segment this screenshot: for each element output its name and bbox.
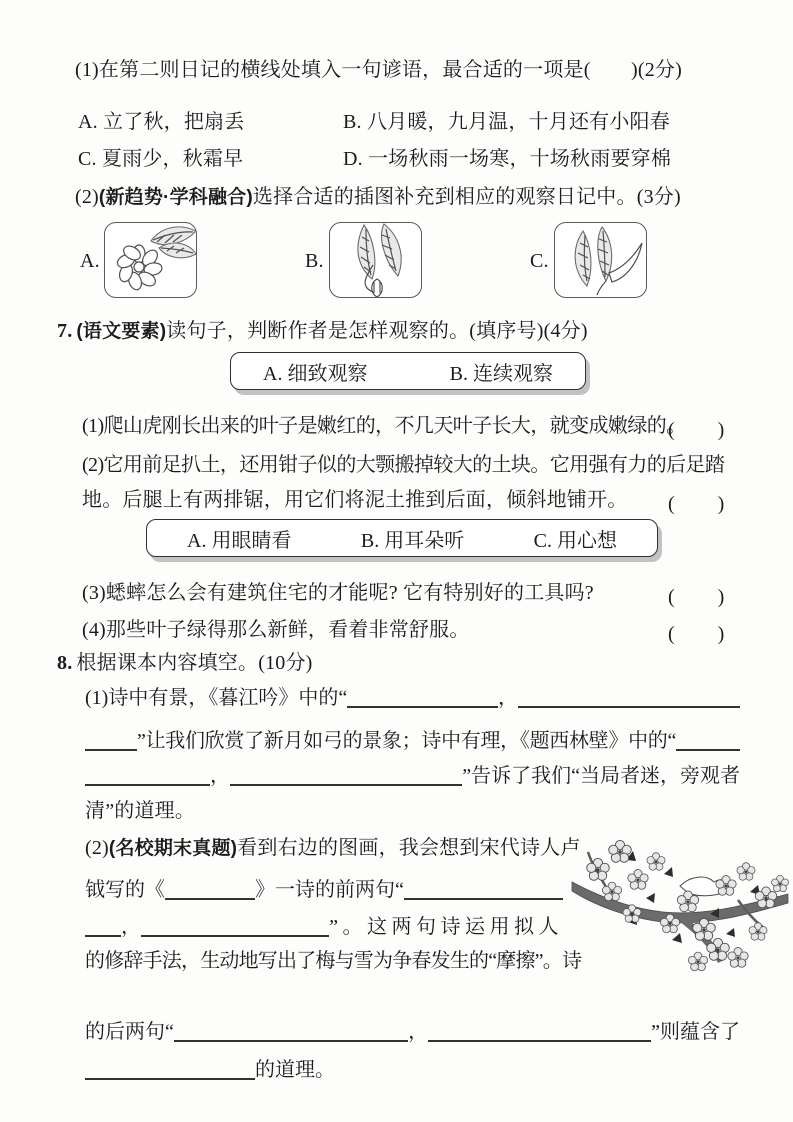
q8-s2-l6-text: 的道理。	[255, 1059, 335, 1081]
box2-choice-a: A. 用眼睛看	[187, 529, 292, 552]
fill-in-blank	[85, 1078, 255, 1080]
box2-choice-b: B. 用耳朵听	[360, 529, 465, 552]
q7-choices-box-1	[230, 352, 586, 390]
fill-in-blank	[165, 898, 255, 900]
option-d-label: D.	[343, 148, 363, 170]
fill-in-blank	[518, 706, 740, 708]
image-option-c-label: C.	[530, 250, 549, 272]
leaves-with-drooping-bud-illustration	[330, 223, 422, 298]
fill-in-blank	[230, 784, 462, 786]
q8-s2-picture	[568, 830, 792, 988]
image-option-a	[104, 222, 197, 298]
q6-sub2-prompt	[75, 184, 681, 211]
q7-item-4-answer-bracket: ( )	[668, 623, 726, 645]
q7-item-3-text: (3)蟋蟀怎么会有建筑住宅的才能呢? 它有特别好的工具吗?	[82, 582, 594, 604]
image-option-a-label: A.	[80, 250, 100, 272]
option-a-text: 立了秋，把扇丢	[103, 111, 245, 133]
flower-with-leaves-illustration	[105, 223, 197, 298]
fill-in-blank	[428, 1040, 651, 1042]
q8-s1-l3-text: ”告诉了我们“当局者迷，旁观者	[462, 765, 740, 787]
q8-s1-line4: 清”的道理。	[85, 800, 196, 822]
q8-s1-l2-text: ”让我们欣赏了新月如弓的景象；诗中有理，《题西林壁》中的“	[137, 730, 677, 752]
q8-s2-tag: (名校期末真题)	[108, 838, 238, 859]
option-d-text: 一场秋雨一场寒，十场秋雨要穿棉	[368, 148, 672, 170]
q8-s2-line2	[85, 870, 563, 902]
q8-s2-number: (2)	[85, 837, 109, 859]
fill-in-blank	[85, 935, 121, 937]
q8-s2-l5-text-a: 的后两句“	[85, 1021, 174, 1043]
box1-choice-a: A. 细致观察	[263, 362, 368, 385]
fill-in-blank	[676, 749, 740, 751]
q7-choices-box-2	[146, 519, 658, 557]
fill-in-blank	[85, 749, 137, 751]
q7-item-4-text: (4)那些叶子绿得那么新鲜，看着非常舒服。	[82, 619, 470, 641]
option-c-label: C.	[78, 148, 97, 170]
option-b-text: 八月暖，九月温，十月还有小阳春	[366, 111, 670, 133]
leaves-with-sprout-illustration	[555, 223, 647, 298]
q8-s2-line3	[85, 907, 563, 939]
box2-choice-c: C. 用心想	[533, 529, 617, 552]
q6-sub1-prompt: (1)在第二则日记的横线处填入一句谚语，最合适的一项是( )(2分)	[75, 59, 682, 81]
q7-item-1-answer-bracket: ( )	[668, 419, 726, 441]
q8-s2-l2-text-a: 钺写的《	[85, 879, 165, 901]
q8-s2-line4: 的修辞手法，生动地写出了梅与雪为争春发生的“摩擦”。诗	[85, 950, 582, 972]
q8-s2-line1	[85, 835, 581, 862]
q8-s2-l5-text-b: ”则蕴含了	[651, 1021, 740, 1043]
q8-s2-l1-text: 看到右边的图画，我会想到宋代诗人卢	[237, 837, 581, 859]
q8-prompt: 根据课本内容填空。(10分)	[76, 652, 313, 674]
q8-s1-l3-comma: ，	[210, 765, 230, 787]
q7-item-1-text: (1)爬山虎刚长出来的叶子是嫩红的，不几天叶子长大，就变成嫩绿的。	[82, 415, 686, 437]
q6-sub2-number: (2)	[75, 186, 99, 208]
q8-s2-l2-text-b: 》一诗的前两句“	[255, 879, 404, 901]
q7-item-2-text-line2: 地。后腿上有两排锯，用它们将泥土推到后面，倾斜地铺开。	[82, 489, 628, 511]
q7-tag: (语文要素)	[76, 321, 167, 342]
q8-header	[57, 650, 313, 676]
q6-option-d	[343, 146, 671, 172]
q8-s2-l5-comma: ，	[408, 1021, 429, 1043]
option-b-label: B.	[343, 111, 362, 133]
q8-s2-l3-comma: ，	[121, 916, 141, 938]
q6-sub2-tag: (新趋势·学科融合)	[98, 187, 253, 208]
q6-option-b	[343, 109, 670, 135]
fill-in-blank	[404, 898, 563, 900]
q8-s1-line3	[85, 756, 740, 788]
option-a-label: A.	[78, 111, 98, 133]
q6-sub2-text: 选择合适的插图补充到相应的观察日记中。(3分)	[252, 186, 681, 208]
image-option-b	[329, 222, 422, 298]
q8-number: 8.	[57, 652, 73, 674]
q7-item-2-answer-bracket: ( )	[668, 493, 726, 515]
fill-in-blank	[141, 935, 329, 937]
q7-number: 7.	[57, 320, 73, 342]
option-c-text: 夏雨少，秋霜早	[101, 148, 244, 170]
q7-item-2-text-line1: (2)它用前足扒土，还用钳子似的大颚搬掉较大的土块。它用强有力的后足踏	[82, 454, 725, 476]
q8-s2-line6	[85, 1050, 385, 1082]
q7-prompt: 读句子，判断作者是怎样观察的。(填序号)(4分)	[166, 320, 588, 342]
q8-s2-line5	[85, 1012, 740, 1044]
q8-s1-line1	[85, 678, 740, 710]
q6-option-a	[78, 109, 244, 135]
q7-header	[57, 318, 588, 345]
image-option-c	[554, 222, 647, 298]
q8-s1-l1-text: (1)诗中有景，《暮江吟》中的“	[85, 687, 348, 709]
q7-item-3-answer-bracket: ( )	[668, 586, 726, 608]
q6-option-c	[78, 146, 243, 172]
q8-s2-l3-text: ”。这两句诗运用拟人	[329, 916, 563, 938]
fill-in-blank	[174, 1040, 408, 1042]
fill-in-blank	[85, 784, 210, 786]
q8-s1-l1-comma: ，	[498, 687, 518, 709]
plum-blossom-branch-illustration	[568, 830, 792, 988]
q8-s1-line2	[85, 721, 740, 753]
fill-in-blank	[347, 706, 498, 708]
box1-choice-b: B. 连续观察	[449, 362, 553, 385]
image-option-b-label: B.	[305, 250, 324, 272]
